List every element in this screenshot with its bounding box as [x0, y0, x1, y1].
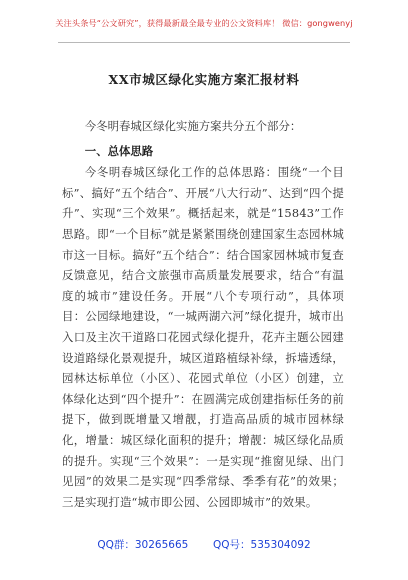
header-divider — [58, 42, 350, 43]
qq-group-text: QQ群：30265665 — [97, 539, 189, 551]
promo-banner: 关注头条号“公文研究”，获得最新最全最专业的公文资料库！ 微信：gongwenyj — [55, 18, 353, 28]
document-title: XX市城区绿化实施方案汇报材料 — [108, 72, 300, 87]
section-paragraph: 今冬明春城区绿化工作的总体思路：围绕“一个目标”、搞好“五个结合”、开展“八大行动”、达到“四个提升”、实现“三个效果”。概括起来，就是“15843”工作思路。即“一个目标”就是紧紧围绕创建国家生态园林城市这一目标。搞好“五个结合”：结合国家园林城市复查反馈意见，结合文旅强市高质量发展要求，结合“有温度的城市”建设任务。开展“八个专项行动”，具体项目：公园绿地建设，“一城两湖六河”绿化提升，城市出入口及主次干道路口花园式绿化提升，花卉主题公园建设道路绿化景观提升，城区道路植绿补绿，拆墙透绿，园林达标单位（小区）、花园式单位（小区）创建，立体绿化达到“四个提升”：在圆满完成创建指标任务的前提下，做到既增量又增靓，打造高品质的城市园林绿化，增量：城区绿化面积的提升；增靓：城区绿化品质的提升。实现“三个效果”：一是实现“推窗见绿、出门见园”的效果二是实现“四季常绿、季季有花”的效果；三是实现打造“城市即公园、公园即城市”的效果。 — [62, 165, 344, 509]
footer-contact — [0, 537, 408, 552]
section-heading: 一、总体思路 — [84, 143, 154, 158]
intro-paragraph: 今冬明春城区绿化实施方案共分五个部分： — [84, 119, 302, 133]
qq-number-text: QQ号：535304092 — [213, 539, 311, 551]
document-body — [62, 116, 344, 512]
